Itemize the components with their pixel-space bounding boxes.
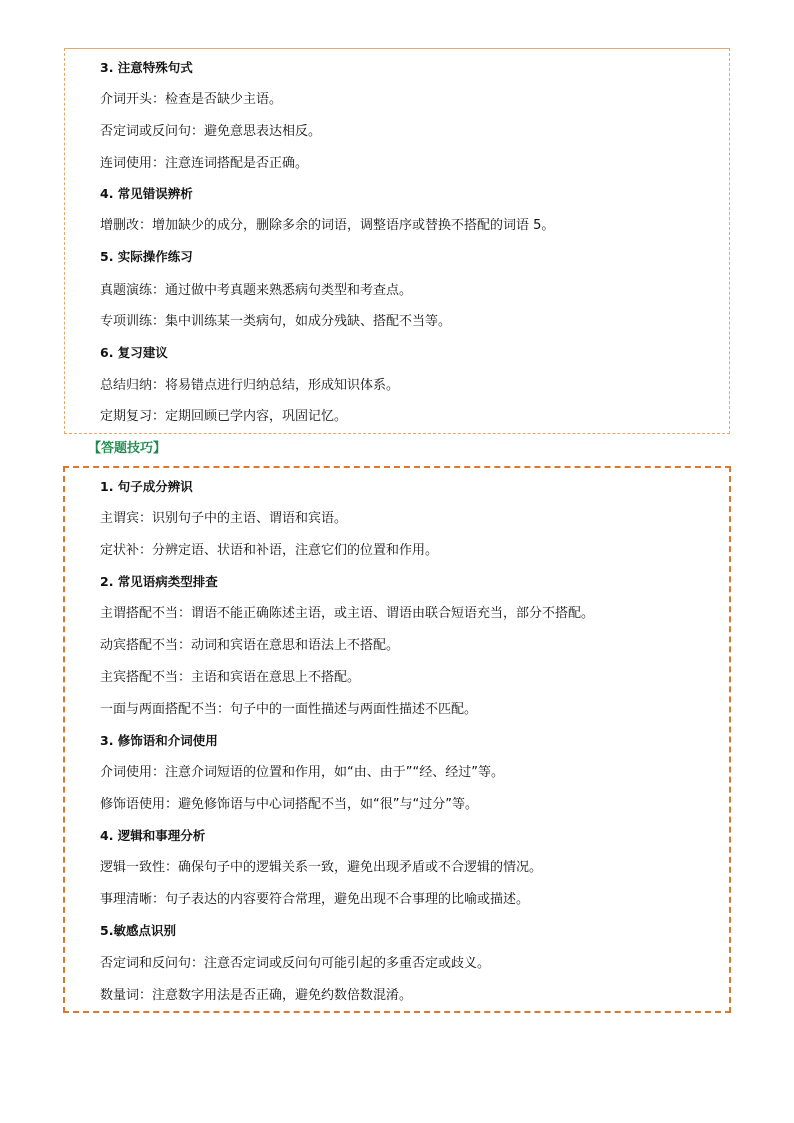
section-tag: 【答题技巧】 [88, 441, 167, 456]
heading-special-sentences: 3. 注意特殊句式 [100, 60, 193, 75]
text-line: 主宾搭配不当：主语和宾语在意思上不搭配。 [100, 670, 361, 685]
text-line: 定状补：分辨定语、状语和补语，注意它们的位置和作用。 [100, 543, 439, 558]
text-line: 一面与两面搭配不当：句子中的一面性描述与两面性描述不匹配。 [100, 702, 478, 717]
text-line: 介词使用：注意介词短语的位置和作用，如“由、由于”“经、经过”等。 [100, 765, 504, 780]
text-line: 真题演练：通过做中考真题来熟悉病句类型和考查点。 [100, 283, 413, 298]
text-line: 修饰语使用：避免修饰语与中心词搭配不当，如“很”与“过分”等。 [100, 797, 478, 812]
text-line: 逻辑一致性：确保句子中的逻辑关系一致，避免出现矛盾或不合逻辑的情况。 [100, 860, 543, 875]
text-line: 主谓宾：识别句子中的主语、谓语和宾语。 [100, 511, 348, 526]
heading-practice: 5. 实际操作练习 [100, 249, 193, 264]
text-line: 定期复习：定期回顾已学内容，巩固记忆。 [100, 409, 348, 424]
text-line: 总结归纳：将易错点进行归纳总结，形成知识体系。 [100, 378, 400, 393]
text-line: 数量词：注意数字用法是否正确，避免约数倍数混淆。 [100, 988, 413, 1003]
text-line: 增删改：增加缺少的成分，删除多余的词语，调整语序或替换不搭配的词语 5。 [100, 218, 555, 233]
text-line: 动宾搭配不当：动词和宾语在意思和语法上不搭配。 [100, 638, 400, 653]
text-line: 事理清晰：句子表达的内容要符合常理，避免出现不合事理的比喻或描述。 [100, 892, 530, 907]
heading-common-errors: 4. 常见错误辨析 [100, 186, 193, 201]
text-line: 否定词和反问句：注意否定词或反问句可能引起的多重否定或歧义。 [100, 956, 491, 971]
heading-error-types: 2. 常见语病类型排查 [100, 574, 218, 589]
text-line: 专项训练：集中训练某一类病句，如成分残缺、搭配不当等。 [100, 314, 452, 329]
text-line: 连词使用：注意连词搭配是否正确。 [100, 156, 309, 171]
heading-logic-analysis: 4. 逻辑和事理分析 [100, 828, 206, 843]
heading-sentence-components: 1. 句子成分辨识 [100, 479, 193, 494]
text-line: 主谓搭配不当：谓语不能正确陈述主语，或主语、谓语由联合短语充当，部分不搭配。 [100, 606, 595, 621]
text-line: 否定词或反问句：避免意思表达相反。 [100, 124, 322, 139]
heading-review-advice: 6. 复习建议 [100, 345, 168, 360]
heading-modifiers-prepositions: 3. 修饰语和介词使用 [100, 733, 218, 748]
text-line: 介词开头：检查是否缺少主语。 [100, 92, 283, 107]
heading-sensitive-points: 5.敏感点识别 [100, 923, 176, 938]
